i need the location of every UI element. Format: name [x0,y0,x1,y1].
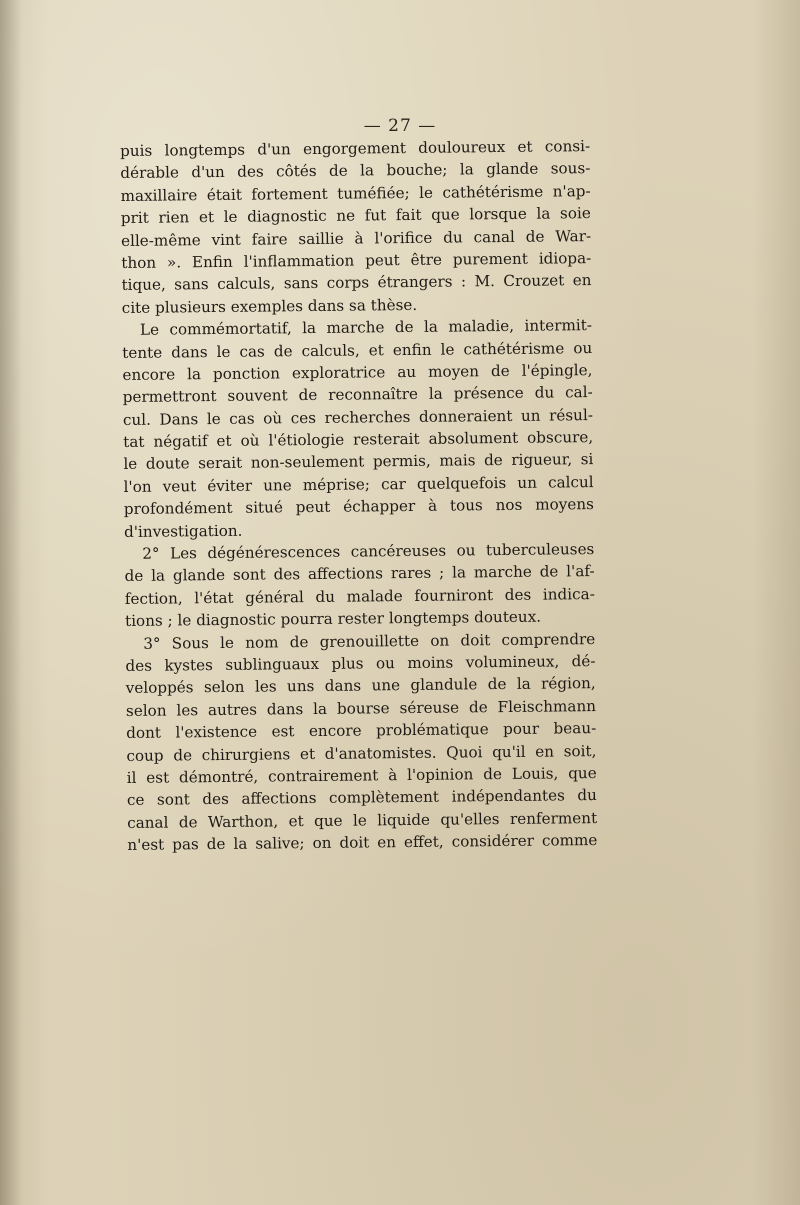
text-line: d'investigation. [124,521,243,541]
text-line: profondément situé peut échapper à tous nos moyens [123,495,594,519]
text-line: il est démontré, contrairement à l'opinion de Louis, que [126,763,597,787]
text-line: canal de Warthon, et que le liquide qu'elles renferment [127,808,598,832]
text-line: ce sont des affections complètement indépendantes du [126,786,597,810]
binding-shadow [0,0,22,1205]
text-line: fection, l'état général du malade fourniront des indica- [124,584,595,608]
text-line: selon les autres dans la bourse séreuse de Fleischmann [125,696,597,720]
text-line: tat négatif et où l'étiologie resterait absolument obscure, [123,428,594,452]
text-line: cite plusieurs exemples dans sa thèse. [121,295,418,317]
text-line: Le commémortatif, la marche de la maladie, intermit- [139,316,593,339]
text-line: cul. Dans le cas où ces recherches donneraient un résul- [122,405,593,429]
text-line: des kystes sublinguaux plus ou moins volumineux, dé- [125,652,596,675]
text-line: n'est pas de la salive; on doit en effet, considérer comme [127,831,598,855]
text-line: maxillaire était fortement tuméfiée; le cathétérisme n'ap- [120,181,591,205]
text-line: tente dans le cas de calculs, et enfin le cathétérisme ou [122,338,593,362]
text-line: de la glande sont des affections rares ; la marche de l'af- [124,562,595,586]
text-line: veloppés selon les uns dans une glandule de la région, [125,674,596,698]
text-line: 2° Les dégénérescences cancéreuses ou tuberculeuses [142,540,595,563]
text-line: permettront souvent de reconnaître la présence du cal- [122,383,593,407]
text-line: 3° Sous le nom de grenouillette on doit comprendre [143,629,596,653]
text-line: tique, sans calculs, sans corps étrangers : M. Crouzet en [121,271,592,295]
text-line: le doute serait non-seulement permis, mais de rigueur, si [123,450,594,474]
text-line: tions ; le diagnostic pourra rester longtemps douteux. [124,607,542,631]
text-line: l'on veut éviter une méprise; car quelquefois un calcul [123,472,594,496]
text-line: puis longtemps d'un engorgement douloureux et consi- [120,137,591,160]
text-line: coup de chirurgiens et d'anatomistes. Quoi qu'il en soit, [126,741,597,765]
text-line: encore la ponction exploratrice au moyen de l'épingle, [122,360,593,384]
text-line: thon ». Enfin l'inflammation peut être purement idiopa- [121,249,592,272]
text-line: elle-même vint faire saillie à l'orifice du canal de War- [120,226,592,250]
text-line: dont l'existence est encore problématique pour beau- [126,719,597,743]
body-text [120,135,597,856]
page-number: — 27 — [363,116,437,136]
text-line: prit rien et le diagnostic ne fut fait que lorsque la soie [120,204,591,228]
text-line: dérable d'un des côtés de la bouche; la glande sous- [120,159,591,183]
